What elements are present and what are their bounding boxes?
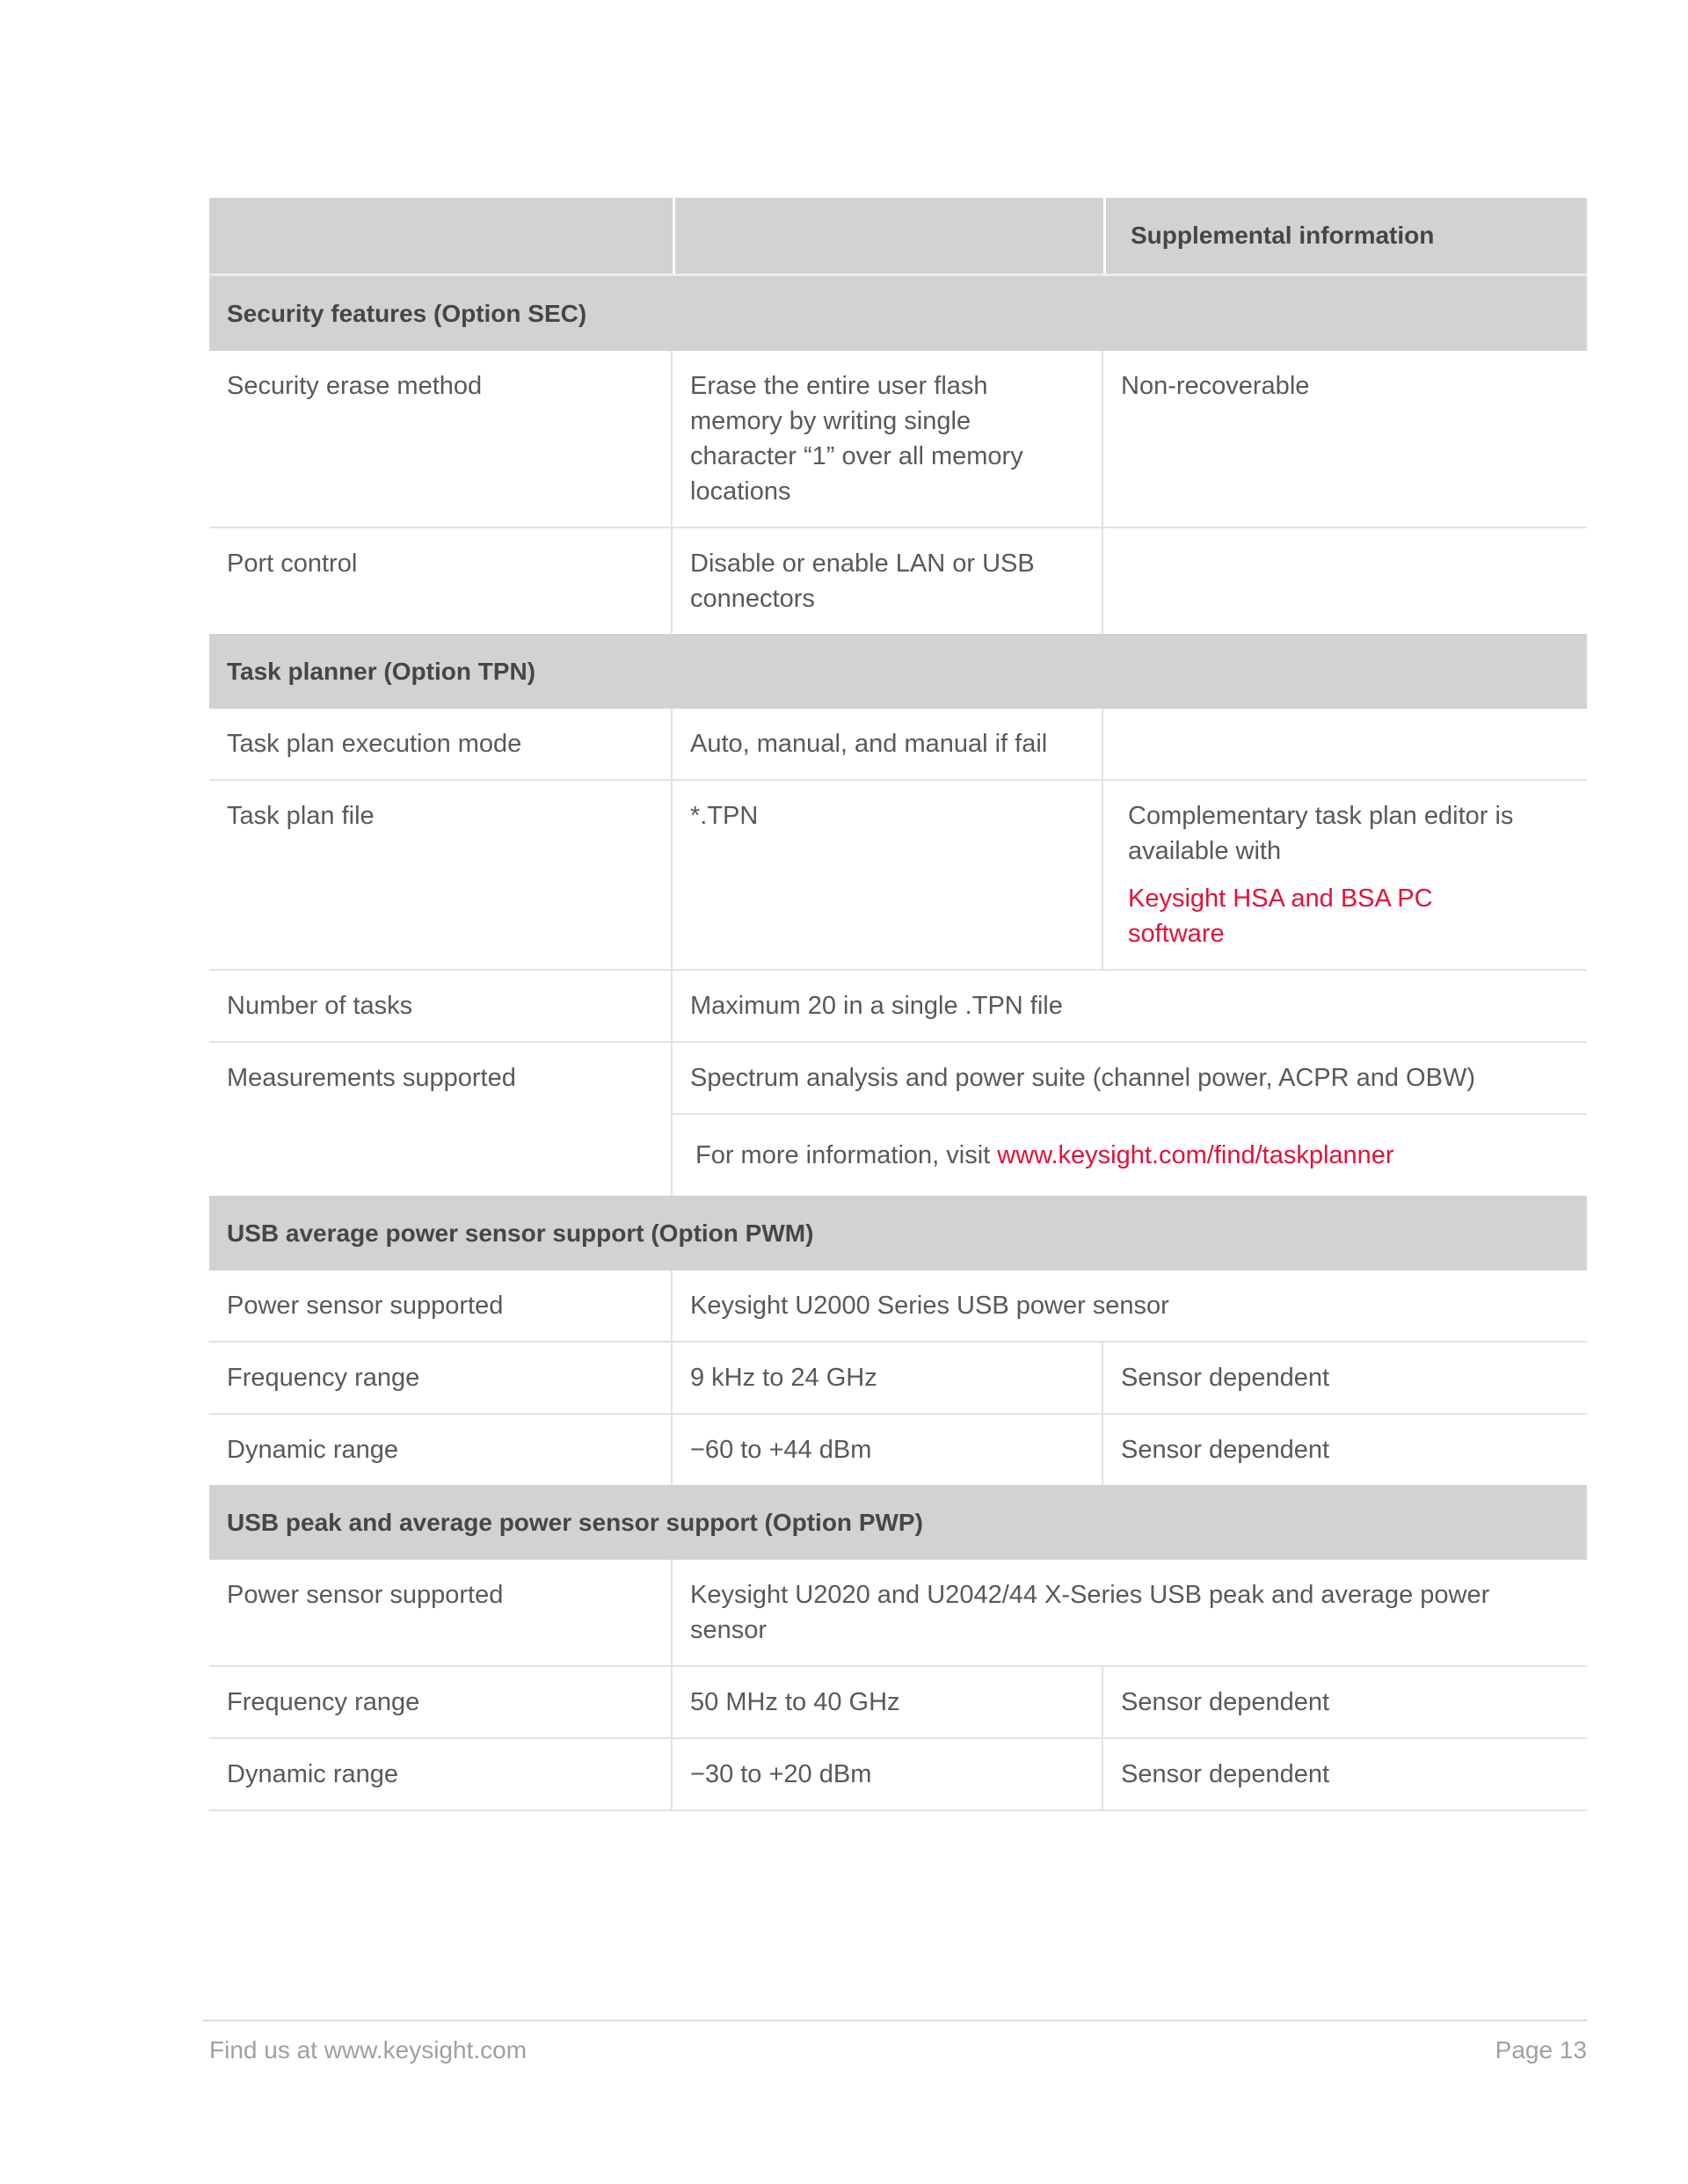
section-row-task-planner: [209, 634, 1587, 709]
table-row: [209, 1737, 1587, 1811]
section-row-usb-average-power: [209, 1196, 1587, 1270]
spec-value: *.TPN: [673, 781, 1103, 969]
header-cell-supplemental: [1103, 198, 1587, 273]
spec-value: Maximum 20 in a single .TPN file: [690, 992, 1063, 1020]
spec-value: Keysight U2000 Series USB power sensor: [690, 1292, 1169, 1320]
hsa-bsa-software-link[interactable]: Keysight HSA and BSA PC software: [1128, 885, 1433, 948]
spec-value: −30 to +20 dBm: [673, 1739, 1103, 1809]
spec-label: Measurements supported: [209, 1043, 673, 1113]
spec-label: Security erase method: [209, 351, 673, 527]
spec-value: Erase the entire user flash memory by writing single character “1” over all memory locations: [673, 351, 1103, 527]
spec-label: Task plan execution mode: [209, 709, 673, 779]
table-row: [209, 1041, 1587, 1113]
supplemental-value: Sensor dependent: [1121, 1364, 1330, 1392]
table-row: [209, 1270, 1587, 1341]
supplemental-information-label: Supplemental information: [1131, 222, 1435, 249]
table-row: [209, 1665, 1587, 1737]
spec-label: Task plan file: [209, 781, 673, 969]
table-row: [209, 1413, 1587, 1485]
spec-value: Auto, manual, and manual if fail: [673, 709, 1103, 779]
spec-label: Dynamic range: [209, 1415, 673, 1485]
supplemental-value: [1103, 709, 1587, 779]
footer-find-us-text: Find us at www.keysight.com: [209, 2036, 528, 2064]
page-footer: [209, 2033, 1587, 2068]
more-info-prefix: For more information, visit: [695, 1141, 998, 1169]
section-label: Security features (Option SEC): [227, 299, 587, 327]
section-label: USB peak and average power sensor support (Option PWP): [227, 1508, 923, 1536]
taskplanner-url-link[interactable]: www.keysight.com/find/taskplanner: [997, 1141, 1394, 1169]
section-label: Task planner (Option TPN): [227, 657, 536, 685]
page-number: Page 13: [1495, 2036, 1587, 2064]
section-row-security-features: [209, 276, 1587, 351]
spec-value: Disable or enable LAN or USB connectors: [673, 528, 1103, 634]
table-header-row: [209, 198, 1587, 276]
table-row-note: [209, 1113, 1587, 1196]
spec-label: Number of tasks: [209, 971, 673, 1041]
supplemental-value: [1103, 781, 1587, 969]
supplemental-value: [1103, 528, 1587, 634]
table-row: [209, 1341, 1587, 1413]
section-label: USB average power sensor support (Option PWM): [227, 1219, 814, 1247]
section-row-usb-peak-average-power: [209, 1485, 1587, 1560]
spec-label: Power sensor supported: [209, 1560, 673, 1665]
supplemental-value: Sensor dependent: [1121, 1688, 1330, 1716]
empty-cell: [209, 1113, 673, 1196]
supplemental-value: Non-recoverable: [1121, 372, 1310, 400]
spec-table: [209, 198, 1587, 1811]
spec-label: Port control: [209, 528, 673, 634]
supplemental-text: Complementary task plan editor is available with: [1128, 802, 1514, 865]
spec-value: 9 kHz to 24 GHz: [673, 1343, 1103, 1413]
spec-label: Dynamic range: [209, 1739, 673, 1809]
spec-value: Keysight U2020 and U2042/44 X-Series USB peak and average power sensor: [690, 1581, 1490, 1644]
supplemental-value: Sensor dependent: [1121, 1760, 1330, 1788]
header-cell-empty-1: [209, 198, 673, 273]
more-info-note: [673, 1113, 1587, 1196]
table-row: [209, 779, 1587, 969]
table-row: [209, 351, 1587, 527]
table-row: [209, 709, 1587, 779]
supplemental-value: Sensor dependent: [1121, 1436, 1330, 1464]
footer-divider: [202, 2020, 1587, 2021]
spec-value: Spectrum analysis and power suite (channel power, ACPR and OBW): [690, 1064, 1475, 1092]
spec-label: Frequency range: [209, 1667, 673, 1737]
table-row: [209, 969, 1587, 1041]
spec-value: −60 to +44 dBm: [673, 1415, 1103, 1485]
spec-label: Frequency range: [209, 1343, 673, 1413]
spec-label: Power sensor supported: [209, 1270, 673, 1341]
table-row: [209, 527, 1587, 634]
table-row: [209, 1560, 1587, 1665]
spec-value: 50 MHz to 40 GHz: [673, 1667, 1103, 1737]
header-cell-empty-2: [673, 198, 1103, 273]
